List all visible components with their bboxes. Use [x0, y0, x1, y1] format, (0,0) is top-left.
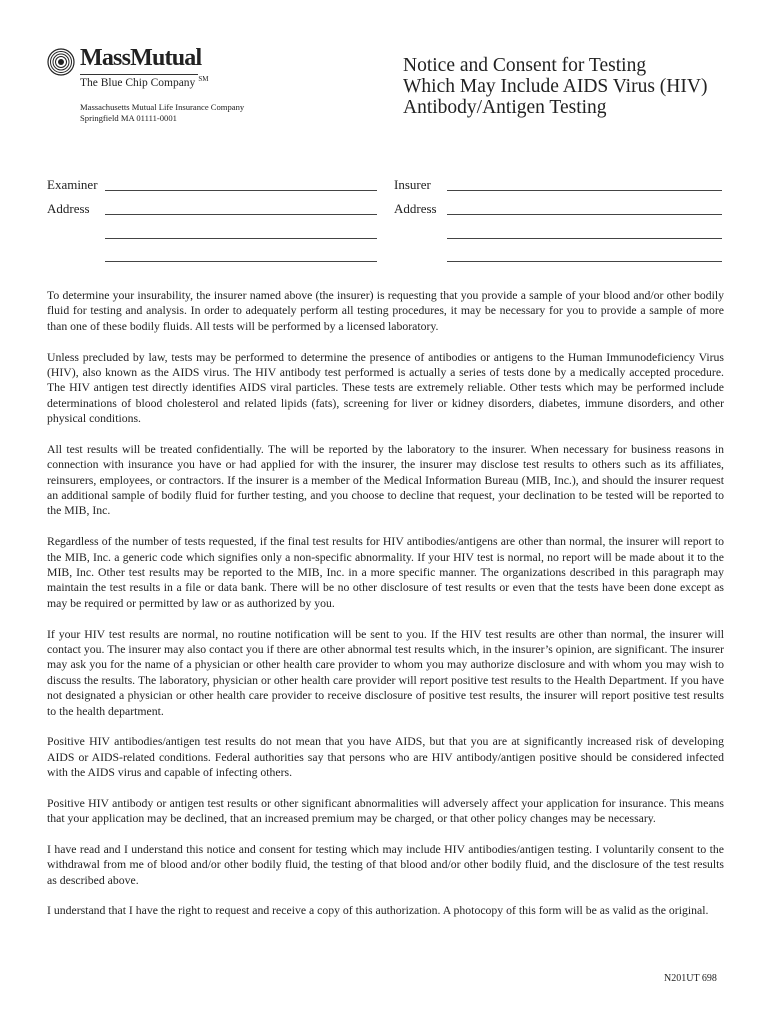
insurer-address-field[interactable] — [447, 214, 722, 215]
paragraph-insurability: To determine your insurability, the insurer named above (the insurer) is requesting that you provide a sample of your blood and/or other bodily fluid for testing and analysis. In order to adequately perform all testing procedures, it may be necessary for you to provide a sample of more than one of these bodily fluids. All tests will be performed by a licensed laboratory. — [47, 289, 724, 333]
company-info — [80, 102, 244, 123]
company-address: Springfield MA 01111-0001 — [80, 112, 177, 123]
paragraph-application-impact: Positive HIV antibody or antigen test results or other significant abnormalities will adversely affect your application for insurance. This means that your application may be declined, that an increased premium may be charged, or that other policy changes may be necessary. — [47, 796, 724, 826]
examiner-address-label: Address — [47, 201, 90, 216]
logo-tagline — [80, 75, 208, 89]
examiner-label: Examiner — [47, 177, 98, 192]
paragraph-confidentiality: All test results will be treated confidentially. The will be reported by the laboratory to the insurer. When necessary for business reasons in connection with insurance you have or had applied for with the insurer, the insurer may disclose test results to others such as its affiliates, reinsurers, employees, or contractors. If the insurer is a member of the Medical Information Bureau (MIB, Inc.), and should the insurer request an additional sample of bodily fluid for further testing, and you choose to decline that request, your declination to be tested will be reported to the MIB, Inc. — [47, 442, 724, 518]
paragraph-notification: If your HIV test results are normal, no routine notification will be sent to you. If the HIV test results are other than normal, the insurer will contact you. The insurer may also contact you if there are other abnormal test results which, in the insurer’s opinion, are significant. The insurer may ask you for the name of a physician or other health care provider to whom you may authorize disclosure and with whom you may wish to discuss the results. The laboratory, physician or other health care provider will report positive test results to the Health Department. If you have not designated a physician or other health care provider to receive disclosure of positive test results, the insurer will report positive test results to the health department. — [47, 627, 724, 718]
insurer-address-field[interactable] — [447, 238, 722, 239]
examiner-address-field[interactable] — [105, 238, 377, 239]
page-title — [403, 56, 707, 118]
massmutual-emblem-icon — [47, 48, 75, 76]
examiner-address-field[interactable] — [105, 261, 377, 262]
paragraph-copy-right: I understand that I have the right to request and receive a copy of this authorization. A photocopy of this form will be as valid as the original. — [47, 904, 709, 918]
title-line: Antibody/Antigen Testing — [403, 96, 607, 118]
form-code: N201UT 698 — [664, 973, 717, 984]
title-line: Notice and Consent for Testing — [403, 55, 647, 76]
title-line: Which May Include AIDS Virus (HIV) — [403, 75, 708, 97]
insurer-address-label: Address — [394, 201, 437, 216]
paragraph-hiv-testing: Unless precluded by law, tests may be performed to determine the presence of antibodies or antigens to the Human Immunodeficiency Virus (HIV), also known as the AIDS virus. The HIV antibody test performed is actually a series of tests done by a medically accepted procedure. The HIV antigen test directly identifies AIDS viral particles. These tests are extremely reliable. Other tests which may be performed include determinations of blood cholesterol and related lipids (fats), screening for liver or kidney disorders, diabetes, immune disorders, and other physical conditions. — [47, 350, 724, 426]
insurer-field[interactable] — [447, 190, 722, 191]
logo-name: MassMutual — [80, 45, 202, 71]
company-name: Massachusetts Mutual Life Insurance Company — [80, 102, 245, 112]
paragraph-positive-results: Positive HIV antibodies/antigen test results do not mean that you have AIDS, but that you are at significantly increased risk of developing AIDS or AIDS-related conditions. Federal authorities say that persons who are HIV antibody/antigen positive should be considered infected with the AIDS virus and capable of infecting others. — [47, 735, 724, 780]
logo-tagline-text: The Blue Chip Company — [80, 76, 196, 89]
insurer-address-field[interactable] — [447, 261, 722, 262]
paragraph-consent: I have read and I understand this notice and consent for testing which may include HIV antibodies/antigen testing. I voluntarily consent to the withdrawal from me of blood and/or other bodily fluid, the testing of that blood and/or other bodily fluid, and the disclosure of the test results as described above. — [47, 842, 724, 887]
service-mark: SM — [198, 75, 209, 83]
insurer-label: Insurer — [394, 177, 431, 192]
examiner-field[interactable] — [105, 190, 377, 191]
notice-body — [47, 288, 724, 934]
paragraph-mib-reporting: Regardless of the number of tests requested, if the final test results for HIV antibodies/antigens are other than normal, the insurer will report to the MIB, Inc. a generic code which signifies only a non-specific abnormality. If your HIV test is normal, no report will be made about it to the MIB, Inc. Other test results may be reported to the MIB, Inc. in a more specific manner. The organizations described in this paragraph may maintain the test results in a file or data bank. There will be no other disclosure of test results or even that the tests have been done except as may be required or permitted by law or as authorized by you. — [47, 535, 724, 610]
examiner-address-field[interactable] — [105, 214, 377, 215]
